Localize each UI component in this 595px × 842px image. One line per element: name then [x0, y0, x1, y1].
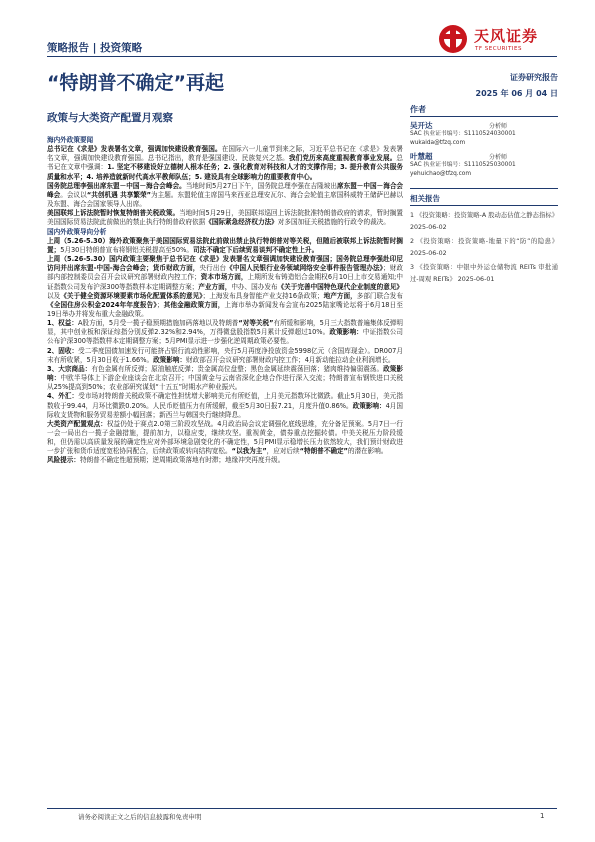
related-report-link[interactable]: 1 《投资策略：投资策略-A 股动态估值之静态指标》 2025-06-02: [410, 212, 558, 231]
logo-text-cn: 天风证券: [474, 27, 539, 45]
paragraph: 4、外汇：受市场对特朗普关税政策不确定性担忧增大影响美元有所贬值，上月美元指数环比微跌。截止5月30日，美元指数收于99.44，月环比微跌0.20%。人民币贬值压力有所缓解，截至5月30日报7.21，月度升值0.86%。政策影响：4月国际收支货物和服务贸易差额小幅回落；新西兰与韩国央行继续降息。: [47, 392, 403, 419]
report-category: 策略报告 | 投资策略: [47, 42, 143, 54]
paragraph: 3、大宗商品：有色金属有所反弹；原油触底反弹；贵金属高位盘整；黑色金属延续震荡回落；猪肉维持偏弱震荡。政策影响：中欧半导体上下游企业座谈会在北京召开；中国黄金与云南省深化企地合作进行深入交流；特朗普宣布钢铁进口关税从25%提高到50%；农业部研究谋划“十五五”时期水产种业振兴。: [47, 364, 404, 392]
sidebar-divider: [410, 188, 558, 189]
author-role: 分析师: [489, 123, 508, 130]
paragraph: 总书记在《求是》发表署名文章，强调加快建设教育强国。在国际六一儿童节到来之际，习近平总书记在《求是》发表署名文章，强调加快建设教育强国。总书记指出，教育是强国建设、民族复兴之基。我们党历来高度重视教育事业发展。总书记在文章中强调：1. 坚定不移建设好立德树人根本任务；2. 强化教育对科技和人才的支撑作用；3. 提升教育公共服务质量和水平；4. 培养造就新时代高水平教师队伍；5. 建设具有全球影响力的重要教育中心。: [47, 145, 404, 181]
logo: [438, 22, 563, 58]
footer-divider: [47, 808, 557, 809]
paragraph: 2、固收：受二季度国债加速发行可能挤占银行流动性影响，央行5月再度净投放资金5998亿元（含国库现金）。DR007月末有所收紧，5月30日收于1.66%。政策影响：财政部召开会议研究部署财政内控工作；4月新动能拉动企业利润增长。: [47, 346, 403, 364]
related-reports-title: 相关报告: [410, 194, 440, 203]
report-title: “特朗普不确定”再起: [47, 72, 224, 94]
authors-label: 作者: [410, 105, 426, 114]
paragraph: 美国联邦上诉法院暂时恢复特朗普关税政策。当地时间5月29日，美国联邦巡回上诉法院批准特朗普政府的请求，暂时搁置美国国际贸易法院此前做出的禁止执行特朗普政府依据《国际紧急经济权力法》对多国加征关税措施的行政令的裁决。: [47, 209, 403, 227]
author-name: 吴开达: [410, 121, 433, 130]
paragraph: 风险提示：特朗普不确定性超预期；逆周期政策落地有时滞；地缘冲突再度升级。: [47, 456, 285, 465]
paragraph: 1、权益：A股方面，5月受一揽子稳预期措施加码落地以及特朗普“对等关税”有所缓和影响，5月三大指数普遍集体反弹明显，其中创业板和深证综指分别反弹2.32%和2.94%，万得微盘股指数5月累计反弹超过10%。政策影响：中证指数公司公布沪深300等指数样本定期调整方案；5月PMI显示进一步强化逆周期政策必要性。: [47, 319, 403, 346]
report-date: 2025 年 06 月 04 日: [475, 89, 558, 98]
section-heading: 海内外政策要闻: [47, 136, 94, 144]
author-card: [410, 152, 558, 179]
paragraph: 国务院总理李强出席东盟－中国－海合会峰会。当地时间5月27日下午，国务院总理李强在吉隆坡出席东盟－中国－海合会峰会。会议以“共创机遇 共享繁荣”为主题。东盟轮值主席国马来西亚总理安瓦尔、海合会轮值主席国科威特王储萨巴赫以及东盟、海合会国家领导人出席。: [47, 181, 404, 209]
author-card: [410, 121, 558, 148]
related-reports-list: [410, 210, 558, 288]
section-heading: 国内外政策导向分析: [47, 227, 107, 236]
tf-securities-logo-icon: [438, 24, 468, 54]
footer-disclaimer: 请务必阅读正文之后的信息披露和免责申明: [78, 813, 202, 821]
report-subtitle: 政策与大类资产配置月观察: [47, 112, 173, 124]
author-name: 叶慧超: [410, 152, 433, 161]
author-email[interactable]: wukaida@tfzq.com: [410, 140, 466, 146]
related-report-link[interactable]: 2 《投资策略：投资策略-地量下的“防”的隐患》 2025-06-02: [410, 238, 558, 257]
author-role: 分析师: [489, 154, 508, 161]
sidebar-divider: [410, 205, 558, 206]
paragraph: 上周（5.26-5.30）国内政策主要聚焦于总书记在《求是》发表署名文章强调加快建设教育强国；国务院总理李强赴印尼访问并出席东盟-中国-海合会峰会；货币财政方面，央行出台《中国人民银行业务领域网络安全事件报告管理办法》；财政部内部控制委员会召开会议研究部署财政内控工作；资本市场方面，上期所发布铸造铝合金期权6月10日上市交易通知;中证指数公司发布沪深300等指数样本定期调整方案；产业方面，中办、国办发布《关于完善中国特色现代企业制度的意见》以及《关于健全资源环境要素市场化配置体系的意见》；上海发布具身智能产业支持16条政策；地产方面，多部门联合发布《全国住房公积金2024年年度报告》；其他金融政策方面，上海市举办新闻发布会宣布2025陆家嘴论坛将于6月18日至19日举办并将发布重大金融政策。: [47, 255, 404, 318]
report-body: [47, 136, 403, 466]
header-divider: [47, 56, 557, 57]
paragraph: 大类资产配置观点：权益仍处于赛点2.0第三阶段攻坚战。4月政治局会议定调强化底线思维，充分备足预案。5月7日一行一会一局出台一揽子金融措施，提前加力，以稳应变，继续攻坚。重视黄金，债券重点挖掘转债。中美关税压力阶段缓和，但仍需以高质量发展的确定性应对外部环境急剧变化的不确定性，5月PMI显示稳增长压力依然较大，我们预计财政进一步扩张和货币适度宽松协同配合，后续政策或转向结构宽松。“以我为主”，应对后续“特朗普不确定”的潜在影响。: [47, 419, 404, 456]
paragraph: 上周（5.26-5.30）海外政策聚焦于美国国际贸易法院此前做出禁止执行特朗普对等关税，但随后被联邦上诉法院暂时搁置；5月30日特朗普宣布将钢铝关税提高至50%。司法不确定下后续贸易谈判不确定性上升。: [47, 236, 403, 254]
page-number: 1: [540, 812, 545, 820]
author-sac: SAC 执业证书编号：S1110525030001: [410, 162, 516, 168]
author-email[interactable]: yehuichao@tfzq.com: [410, 171, 471, 177]
logo-text-en: TF SECURITIES: [475, 46, 522, 52]
related-report-link[interactable]: 3 《投资策略：中银中外运仓储物流 REITs 审批通过-周观 REITs》 2025-06-01: [410, 264, 558, 283]
author-sac: SAC 执业证书编号：S1110524030001: [410, 131, 516, 137]
report-type: 证券研究报告: [510, 73, 558, 82]
sidebar-divider: [410, 116, 558, 117]
